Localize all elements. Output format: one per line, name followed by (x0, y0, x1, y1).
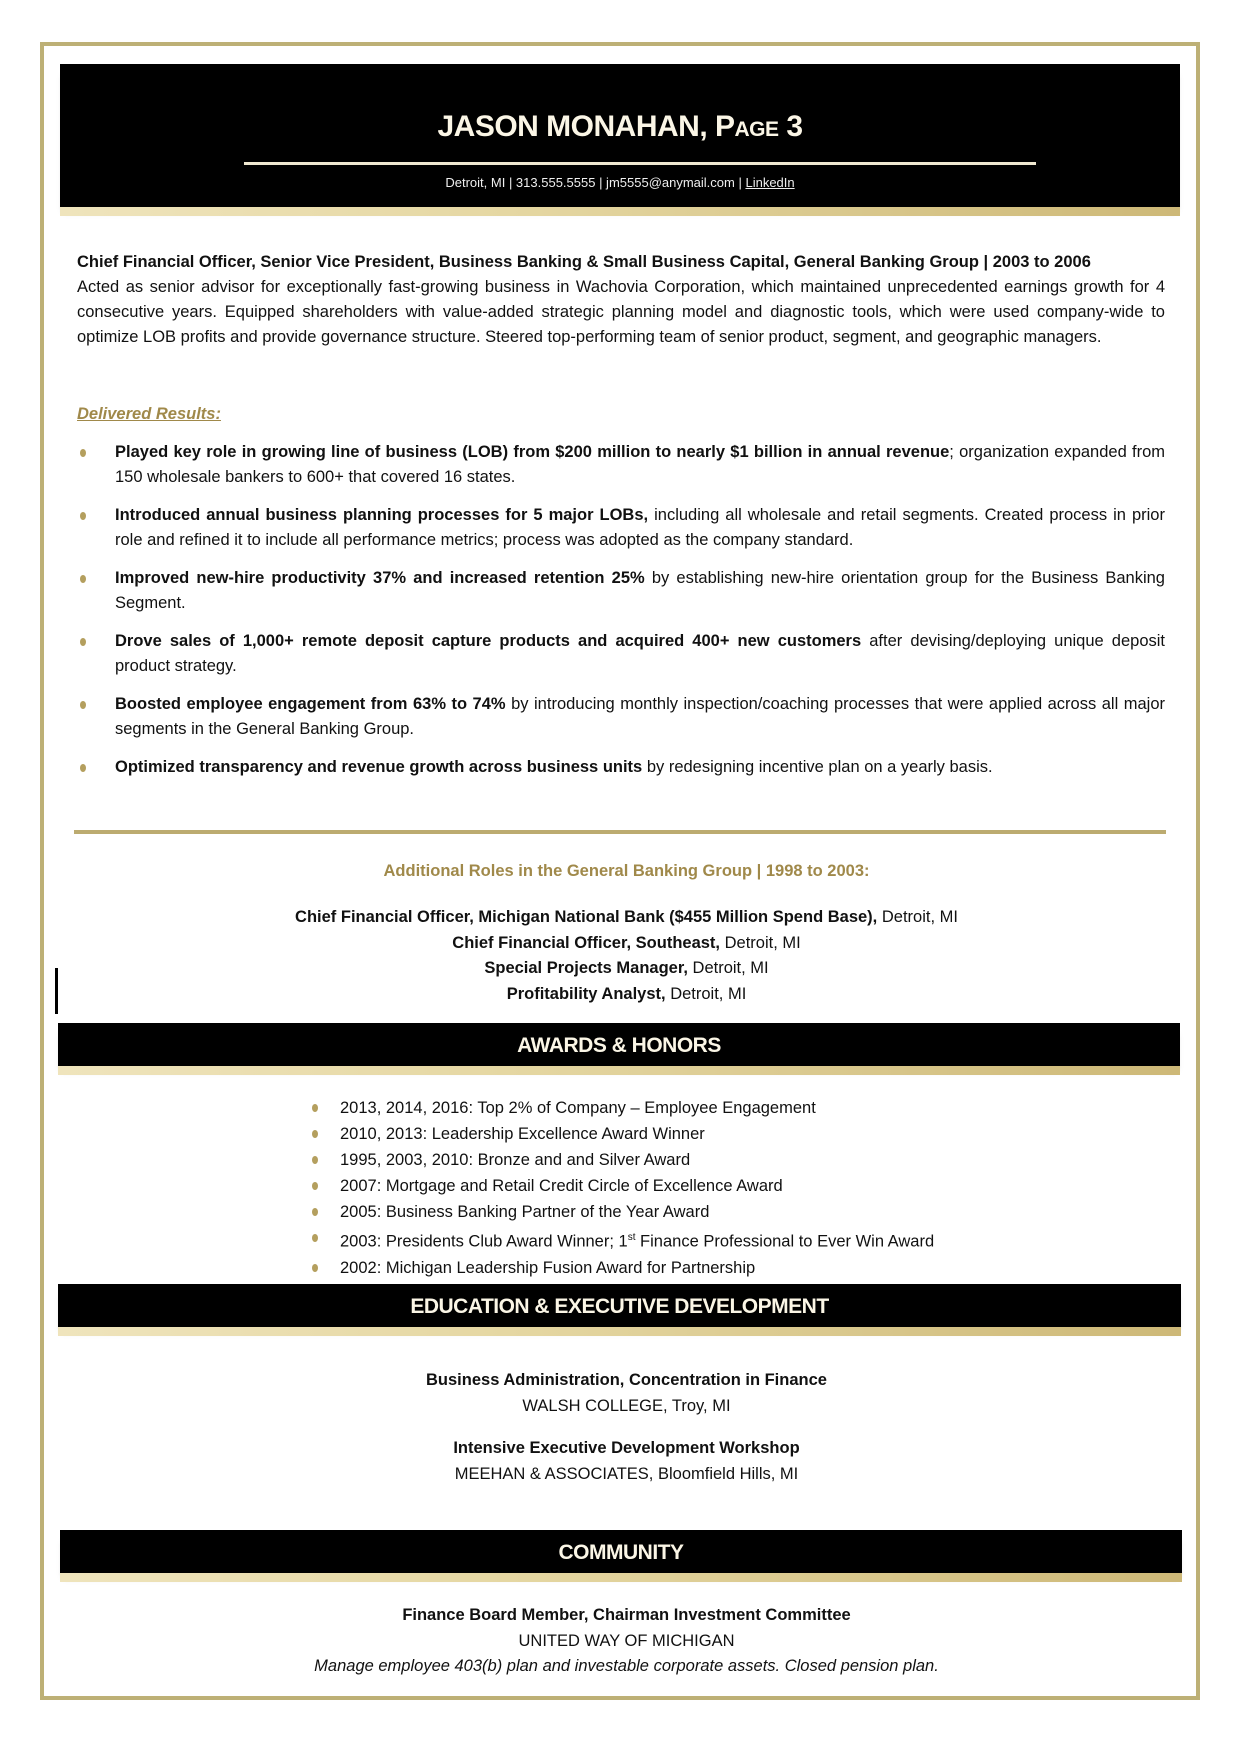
additional-roles-list (0, 905, 1253, 1007)
linkedin-link[interactable]: LinkedIn (745, 175, 795, 190)
result-detail: after devising/deploying unique deposit product strategy. (115, 632, 1165, 675)
role-name: Profitability Analyst, (506, 984, 666, 1003)
community-org: UNITED WAY OF MICHIGAN (518, 1631, 735, 1650)
award-text-continued: Finance Professional to Ever Win Award (635, 1232, 935, 1251)
award-text: 2007: Mortgage and Retail Credit Circle of Excellence Award (340, 1177, 783, 1195)
ordinal-suffix: st (627, 1232, 636, 1243)
community-role: Finance Board Member, Chairman Investment Committee (402, 1606, 851, 1624)
gold-accent-bar (58, 1327, 1181, 1336)
stray-mark (55, 968, 58, 1014)
bullet-icon (80, 512, 86, 520)
award-text: 2013, 2014, 2016: Top 2% of Company – Employee Engagement (340, 1099, 816, 1117)
candidate-name: JASON MONAHAN, Page 3 (437, 110, 803, 143)
role-location: Detroit, MI (665, 984, 747, 1003)
section-divider (74, 830, 1166, 834)
award-text: 1995, 2003, 2010: Bronze and and Silver Award (340, 1151, 691, 1169)
result-item (77, 755, 1165, 780)
bullet-icon (312, 1130, 318, 1138)
role-name: Chief Financial Officer, Southeast, (452, 933, 721, 952)
result-item (77, 692, 1165, 742)
additional-role (0, 905, 1253, 931)
result-highlight: Introduced annual business planning processes for 5 major LOBs, (115, 506, 649, 524)
award-item (310, 1095, 934, 1121)
role-location: Detroit, MI (687, 959, 769, 977)
institution: MEEHAN & ASSOCIATES, Bloomfield Hills, MI (454, 1464, 799, 1483)
bullet-icon (80, 638, 86, 646)
delivered-results-heading: Delivered Results: (77, 405, 221, 423)
gold-accent-bar (60, 207, 1180, 216)
bullet-icon (312, 1234, 318, 1242)
award-item (310, 1147, 934, 1173)
bullet-icon (312, 1208, 318, 1216)
contact-info: Detroit, MI | 313.555.5555 | jm5555@anymail.com | (445, 175, 746, 190)
result-detail: by introducing monthly inspection/coaching processes that were applied across all major segments in the General Banking Group. (115, 695, 1165, 738)
additional-role (0, 956, 1253, 982)
community-heading: COMMUNITY (558, 1541, 684, 1564)
award-item (310, 1255, 934, 1281)
result-detail: by establishing new-hire orientation group for the Business Banking Segment. (115, 569, 1165, 612)
additional-role (0, 982, 1253, 1008)
header-divider (244, 162, 1036, 165)
award-text: 2010, 2013: Leadership Excellence Award Winner (340, 1125, 705, 1143)
role-name: Special Projects Manager, (484, 959, 688, 977)
role-title: Chief Financial Officer, Senior Vice President, Business Banking & Small Business Capital, General Banking Group | 2003 to 2006 (77, 253, 1091, 271)
award-item (310, 1225, 934, 1255)
institution: WALSH COLLEGE, Troy, MI (522, 1396, 731, 1415)
result-highlight: Played key role in growing line of business (LOB) from $200 million to nearly $1 billion in annual revenue (115, 443, 950, 461)
bullet-icon (80, 449, 86, 457)
award-item (310, 1121, 934, 1147)
community-section-bar (60, 1530, 1182, 1573)
results-list (77, 440, 1165, 793)
award-item (310, 1199, 934, 1225)
result-highlight: Drove sales of 1,000+ remote deposit capture products and acquired 400+ new customers (115, 632, 862, 650)
role-location: Detroit, MI (877, 908, 958, 926)
degree-title: Business Administration, Concentration in Finance (426, 1371, 827, 1389)
result-highlight: Optimized transparency and revenue growth across business units (115, 758, 643, 776)
result-detail: by redesigning incentive plan on a yearly basis. (642, 758, 993, 776)
community-entry (0, 1603, 1253, 1680)
awards-section-bar (58, 1023, 1180, 1066)
education-entry (0, 1368, 1253, 1419)
education-section-bar (58, 1284, 1181, 1327)
result-detail: including all wholesale and retail segments. Created process in prior role and refined it to include all performance metrics; process was adopted as the company standard. (115, 506, 1165, 549)
bullet-icon (312, 1264, 318, 1272)
program-title: Intensive Executive Development Workshop (453, 1439, 800, 1457)
bullet-icon (80, 764, 86, 772)
bullet-icon (312, 1182, 318, 1190)
education-heading: EDUCATION & EXECUTIVE DEVELOPMENT (410, 1295, 829, 1318)
bullet-icon (312, 1104, 318, 1112)
bullet-icon (80, 575, 86, 583)
result-highlight: Improved new-hire productivity 37% and increased retention 25% (115, 569, 645, 587)
role-name: Chief Financial Officer, Michigan National Bank ($455 Million Spend Base), (295, 908, 878, 926)
education-entry (0, 1436, 1253, 1487)
resume-header (60, 64, 1180, 207)
result-item (77, 629, 1165, 679)
result-item (77, 440, 1165, 490)
result-item (77, 566, 1165, 616)
result-detail: ; organization expanded from 150 wholesale bankers to 600+ that covered 16 states. (115, 443, 1165, 486)
award-text: 2003: Presidents Club Award Winner; 1 (340, 1232, 628, 1251)
role-location: Detroit, MI (720, 933, 801, 952)
additional-role (0, 931, 1253, 957)
role-description: Acted as senior advisor for exceptionally fast-growing business in Wachovia Corporation, which maintained unprecedented earnings growth for 4 consecutive years. Equipped shareholders with value-added strategic planning model and diagnostic tools, which were used company-wide to optimize LOB profits and provide governance structure. Steered top-performing team of senior product, segment, and geographic managers. (77, 278, 1165, 346)
award-text: 2005: Business Banking Partner of the Year Award (340, 1203, 710, 1221)
award-item (310, 1173, 934, 1199)
bullet-icon (312, 1156, 318, 1164)
result-item (77, 503, 1165, 553)
gold-accent-bar (58, 1066, 1180, 1075)
gold-accent-bar (60, 1573, 1182, 1582)
contact-line (60, 175, 1180, 190)
award-text: 2002: Michigan Leadership Fusion Award for Partnership (340, 1258, 756, 1277)
community-note: Manage employee 403(b) plan and investable corporate assets. Closed pension plan. (314, 1657, 939, 1675)
awards-list (310, 1095, 934, 1281)
awards-heading: AWARDS & HONORS (517, 1034, 721, 1057)
bullet-icon (80, 701, 86, 709)
result-highlight: Boosted employee engagement from 63% to 74% (115, 695, 506, 713)
additional-roles-heading: Additional Roles in the General Banking Group | 1998 to 2003: (383, 862, 870, 880)
